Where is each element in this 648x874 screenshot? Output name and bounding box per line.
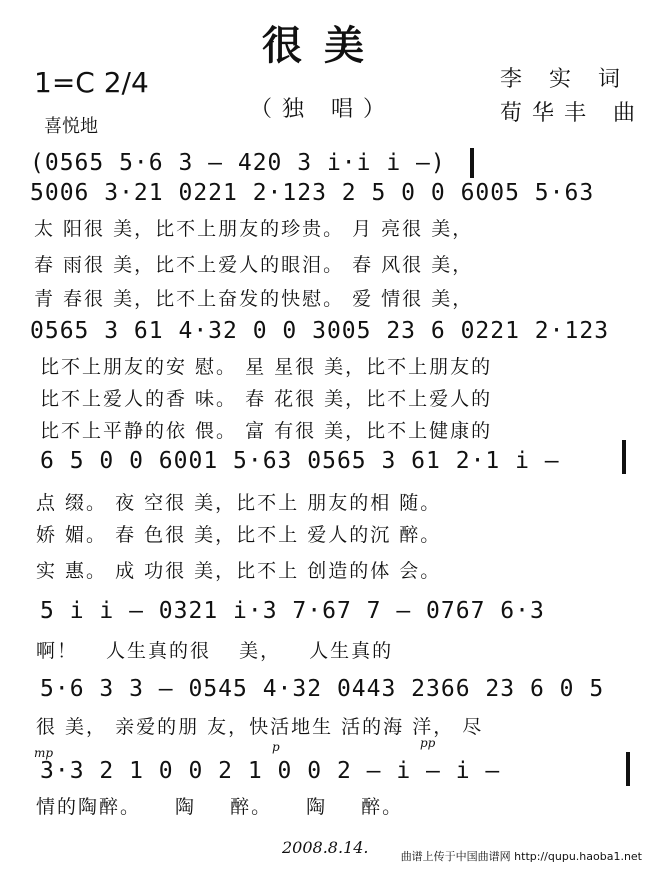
notation-line: (0565 5·6 3 — 420 3 i·i i —)	[30, 150, 446, 176]
final-barline	[470, 148, 474, 178]
notation-line: 3·3 2 1 0 0 2 1 0 0 2 — i — i —	[40, 758, 501, 784]
lyric-line: 青 春很 美，比不上奋发的快慰。 爱 情很 美，	[34, 288, 474, 310]
final-barline	[626, 752, 630, 786]
lyric-line: 比不上平静的依 偎。 富 有很 美，比不上健康的	[40, 420, 493, 442]
lyric-line: 很 美， 亲爱的朋 友，快活地生 活的海 洋， 尽	[36, 716, 484, 738]
lyric-line: 比不上爱人的香 味。 春 花很 美，比不上爱人的	[40, 388, 493, 410]
date-stamp: 2008.8.14.	[282, 838, 369, 857]
dynamic-mark: pp	[420, 736, 436, 750]
notation-line: 0565 3 61 4·32 0 0 3005 23 6 0221 2·123	[30, 318, 610, 344]
dynamic-mark: p	[272, 740, 280, 754]
lyric-line: 啊！ 人生真的很 美， 人生真的	[36, 640, 394, 662]
dynamic-mark: mp	[34, 746, 54, 760]
lyric-line: 情的陶醉。 陶 醉。 陶 醉。	[36, 796, 404, 818]
notation-line: 5006 3·21 0221 2·123 2 5 0 0 6005 5·63	[30, 180, 595, 206]
key-signature: 1=C 2/4	[34, 66, 149, 99]
lyric-line: 点 缀。 夜 空很 美，比不上 朋友的相 随。	[36, 492, 442, 514]
song-title: 很美	[262, 22, 386, 69]
lyric-line: 娇 媚。 春 色很 美，比不上 爱人的沉 醉。	[36, 524, 442, 546]
repeat-barline	[622, 440, 626, 474]
lyric-line: 太 阳很 美，比不上朋友的珍贵。 月 亮很 美，	[34, 218, 474, 240]
song-subtitle: （独 唱）	[250, 97, 395, 122]
lyric-line: 实 惠。 成 功很 美，比不上 创造的体 会。	[36, 560, 442, 582]
lyric-line: 比不上朋友的安 慰。 星 星很 美，比不上朋友的	[40, 356, 493, 378]
lyricist-credit: 李 实 词	[500, 67, 630, 92]
notation-line: 5·6 3 3 — 0545 4·32 0443 2366 23 6 0 5	[40, 676, 605, 702]
notation-line: 5 i i — 0321 i·3 7·67 7 — 0767 6·3	[40, 598, 545, 624]
notation-line: 6 5 0 0 6001 5·63 0565 3 61 2·1 i —	[40, 448, 560, 474]
composer-credit: 荀华丰 曲	[500, 101, 645, 126]
source-watermark: 曲谱上传于中国曲谱网 http://qupu.haoba1.net	[400, 850, 642, 863]
tempo-marking: 喜悦地	[44, 116, 98, 137]
lyric-line: 春 雨很 美，比不上爱人的眼泪。 春 风很 美，	[34, 254, 474, 276]
